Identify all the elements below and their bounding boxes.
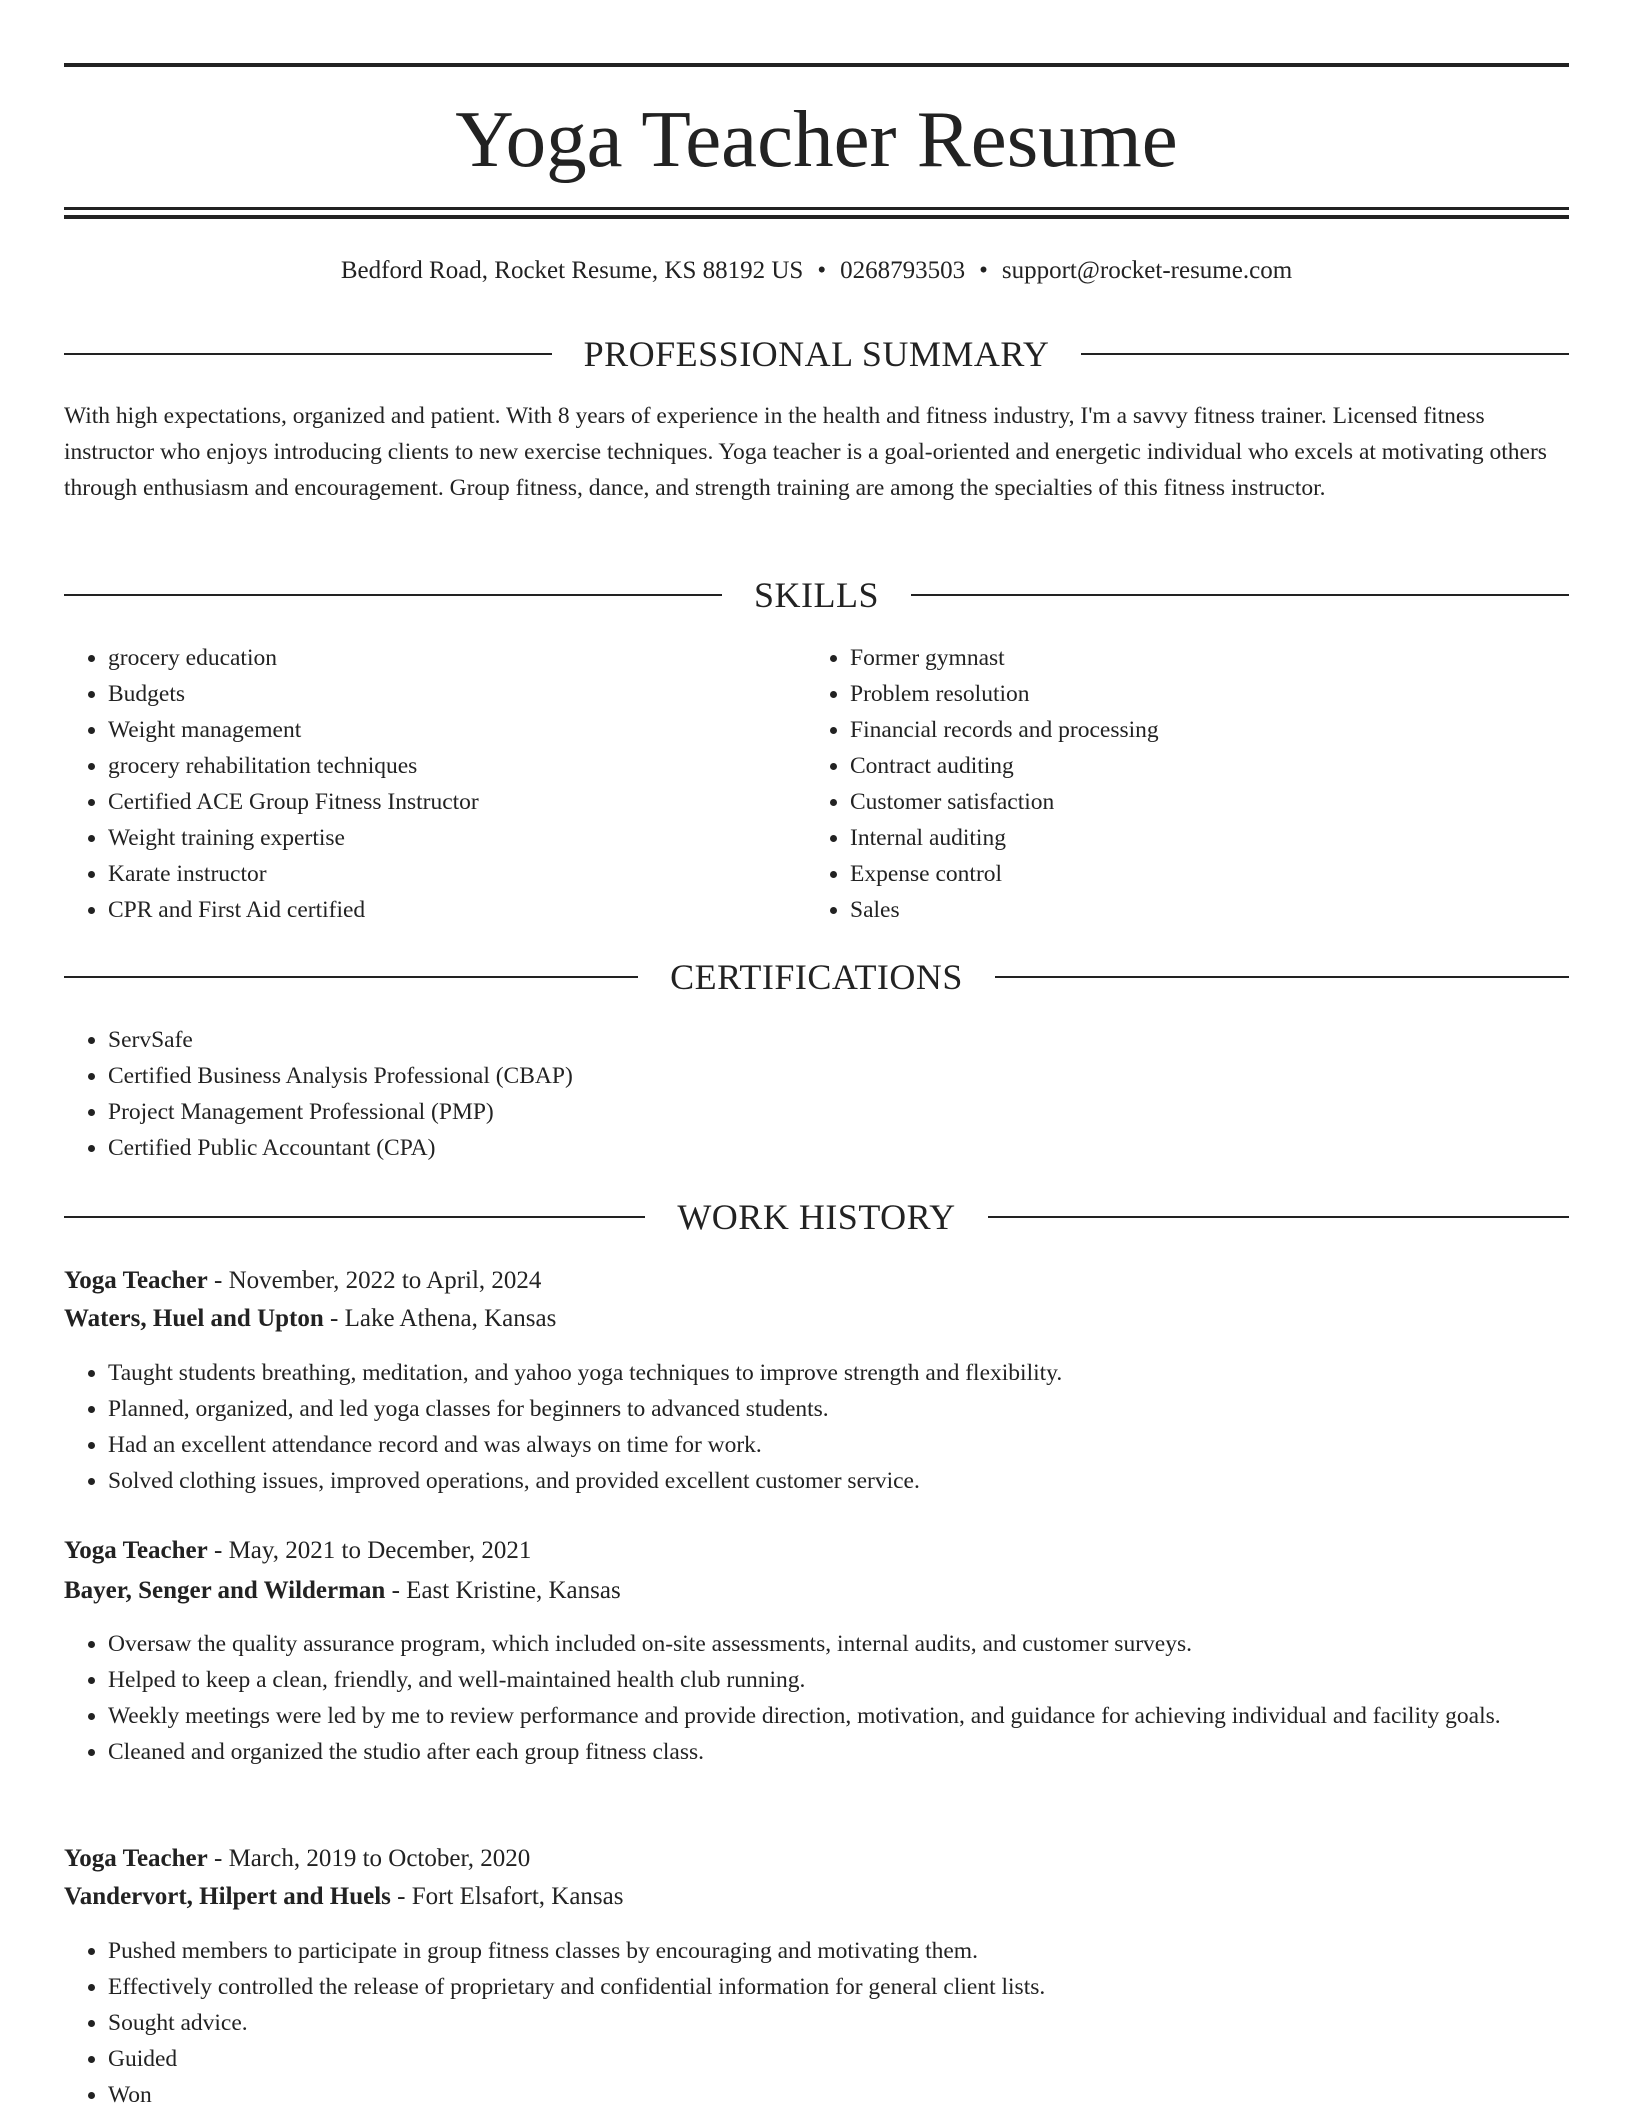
job-company: Bayer, Senger and Wilderman — [64, 1577, 386, 1604]
heading-rule-left — [64, 353, 552, 355]
skill-item: • Contract auditing — [850, 748, 1566, 784]
skill-item: • Financial records and processing — [850, 712, 1566, 748]
summary-heading-label: PROFESSIONAL SUMMARY — [583, 334, 1050, 374]
job-duty-item: • Effectively controlled the release of proprietary and confidential information for general client lists. — [108, 1969, 1569, 2005]
job-company: Waters, Huel and Upton — [64, 1305, 324, 1332]
top-rule — [64, 63, 1569, 67]
certification-item: • Certified Public Accountant (CPA) — [108, 1130, 1569, 1166]
job-duties — [64, 1933, 1569, 2113]
heading-rule-right — [1081, 353, 1569, 355]
skill-item: • Weight management — [108, 712, 764, 748]
heading-rule-left — [64, 594, 722, 596]
contact-separator: • — [817, 257, 827, 284]
heading-rule-left — [64, 1216, 645, 1218]
job-title-line — [64, 1532, 1569, 1570]
skills-column-right — [806, 640, 1566, 928]
skill-item: • Certified ACE Group Fitness Instructor — [108, 784, 764, 820]
work-heading — [64, 1192, 1569, 1242]
job-dates: - May, 2021 to December, 2021 — [207, 1537, 532, 1564]
skills-heading — [64, 570, 1569, 620]
job-title-line — [64, 1840, 1569, 1878]
certifications-heading-label: CERTIFICATIONS — [670, 957, 963, 997]
job-duty-item: • Sought advice. — [108, 2005, 1569, 2041]
job-title: Yoga Teacher — [64, 1845, 208, 1872]
job-duties-list — [64, 1933, 1569, 2113]
job-title: Yoga Teacher — [64, 1537, 208, 1564]
summary-text: With high expectations, organized and patient. With 8 years of experience in the health and fitness industry, I'm a savvy fitness trainer. Licensed fitness instructor who enjoys introducing clients to new exercise techniques. Yoga teacher is a goal-oriented and energetic individual who excels at motivating others through enthusiasm and encouragement. Group fitness, dance, and strength training are among the specialties of this fitness instructor. — [64, 403, 1547, 501]
job-duty-item: • Weekly meetings were led by me to review performance and provide direction, motivation, and guidance for achieving individual and facility goals. — [108, 1698, 1569, 1734]
job-duty-item: • Pushed members to participate in group fitness classes by encouraging and motivating them. — [108, 1933, 1569, 1969]
job-company: Vandervort, Hilpert and Huels — [64, 1883, 391, 1910]
job-duties — [64, 1355, 1569, 1499]
skill-item: • Budgets — [108, 676, 764, 712]
job-duties-list — [64, 1355, 1569, 1499]
certifications-block — [64, 1022, 1569, 1166]
skill-item: • grocery rehabilitation techniques — [108, 748, 764, 784]
heading-rule-right — [995, 976, 1569, 978]
title-rule-lower — [64, 215, 1569, 219]
job-duty-item: • Oversaw the quality assurance program, which included on-site assessments, internal audits, and customer surveys. — [108, 1626, 1569, 1662]
skill-item: • Former gymnast — [850, 640, 1566, 676]
skill-item: • Weight training expertise — [108, 820, 764, 856]
job-title-line — [64, 1262, 1569, 1300]
skills-list-left — [64, 640, 764, 928]
job-location: - Lake Athena, Kansas — [323, 1305, 557, 1332]
certification-item: • ServSafe — [108, 1022, 1569, 1058]
skills-list-right — [806, 640, 1566, 928]
job-duties-list — [64, 1626, 1569, 1770]
heading-rule-right — [911, 594, 1569, 596]
heading-rule-left — [64, 976, 638, 978]
job-company-line — [64, 1572, 1569, 1610]
job-duty-item: • Taught students breathing, meditation, and yahoo yoga techniques to improve strength and flexibility. — [108, 1355, 1569, 1391]
job-dates: - March, 2019 to October, 2020 — [207, 1845, 531, 1872]
job-duty-item: • Planned, organized, and led yoga classes for beginners to advanced students. — [108, 1391, 1569, 1427]
job-duties — [64, 1626, 1569, 1770]
title-rule-upper — [64, 207, 1569, 210]
skill-item: • grocery education — [108, 640, 764, 676]
job-duty-item: • Had an excellent attendance record and was always on time for work. — [108, 1427, 1569, 1463]
job-company-line — [64, 1878, 1569, 1916]
contact-phone: 0268793503 — [840, 257, 966, 284]
certification-item: • Certified Business Analysis Professional (CBAP) — [108, 1058, 1569, 1094]
job-location: - East Kristine, Kansas — [385, 1577, 621, 1604]
job-title: Yoga Teacher — [64, 1267, 208, 1294]
contact-email[interactable]: support@rocket-resume.com — [1001, 257, 1293, 284]
job-duty-item: • Cleaned and organized the studio after each group fitness class. — [108, 1734, 1569, 1770]
job-duty-item: • Guided — [108, 2041, 1569, 2077]
contact-line — [64, 252, 1569, 290]
heading-rule-right — [988, 1216, 1569, 1218]
skill-item: • CPR and First Aid certified — [108, 892, 764, 928]
skill-item: • Karate instructor — [108, 856, 764, 892]
summary-heading — [64, 329, 1569, 379]
work-heading-label: WORK HISTORY — [677, 1197, 956, 1237]
skill-item: • Customer satisfaction — [850, 784, 1566, 820]
contact-separator: • — [979, 257, 988, 284]
contact-address: Bedford Road, Rocket Resume, KS 88192 US — [340, 257, 804, 284]
certifications-heading — [64, 952, 1569, 1002]
skill-item: • Internal auditing — [850, 820, 1566, 856]
job-duty-item: • Helped to keep a clean, friendly, and well-maintained health club running. — [108, 1662, 1569, 1698]
resume-title: Yoga Teacher Resume — [455, 94, 1178, 184]
job-duty-item: • Won — [108, 2077, 1569, 2113]
job-duty-item: • Solved clothing issues, improved operations, and provided excellent customer service. — [108, 1463, 1569, 1499]
certifications-list — [64, 1022, 1569, 1166]
skills-column-left — [64, 640, 764, 928]
job-dates: - November, 2022 to April, 2024 — [207, 1267, 542, 1294]
skills-heading-label: SKILLS — [754, 575, 880, 615]
certification-item: • Project Management Professional (PMP) — [108, 1094, 1569, 1130]
skill-item: • Sales — [850, 892, 1566, 928]
job-company-line — [64, 1300, 1569, 1338]
skill-item: • Problem resolution — [850, 676, 1566, 712]
job-location: - Fort Elsafort, Kansas — [390, 1883, 624, 1910]
skill-item: • Expense control — [850, 856, 1566, 892]
